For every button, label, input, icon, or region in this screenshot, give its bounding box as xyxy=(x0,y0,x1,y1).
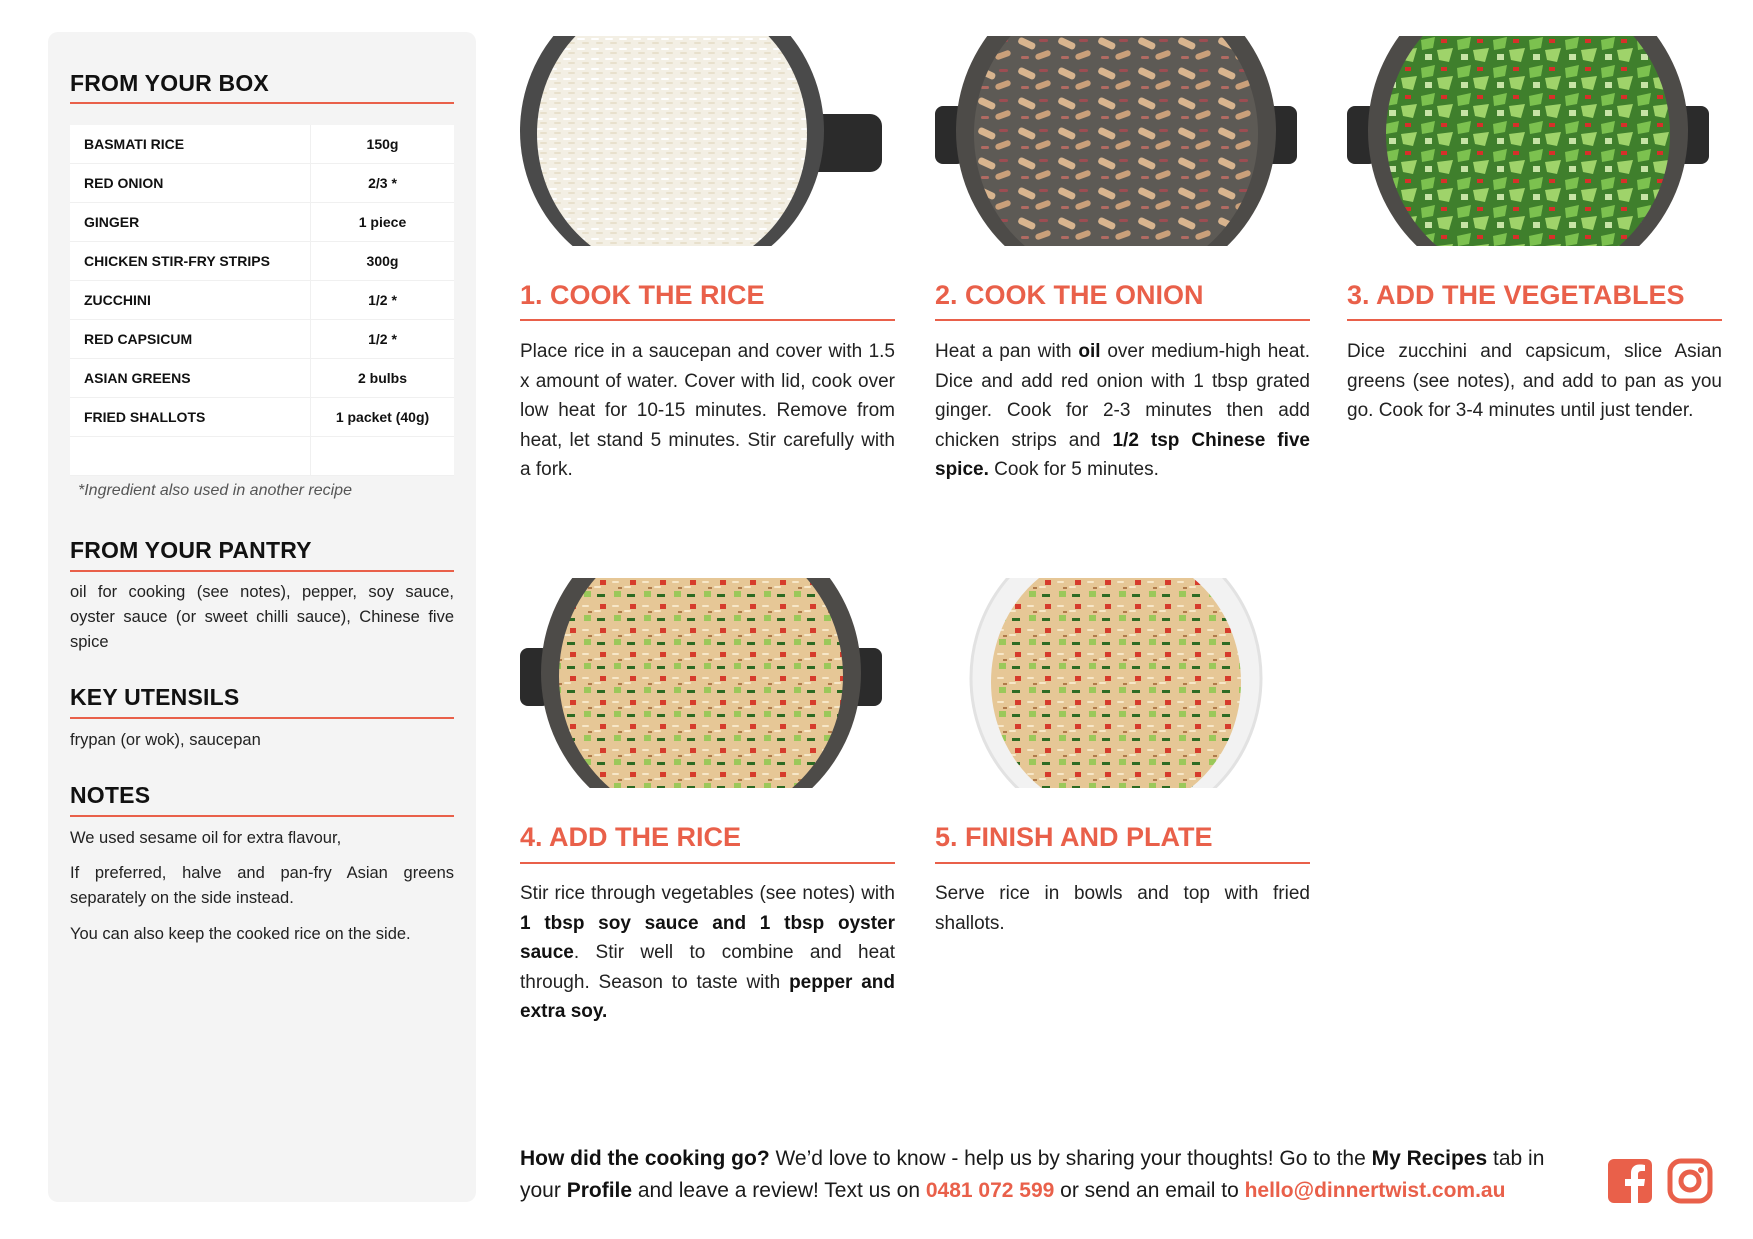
ingredient-name: ZUCCHINI xyxy=(70,281,311,320)
step-5-title: 5. FINISH AND PLATE xyxy=(935,822,1213,852)
feedback-text: or send an email to xyxy=(1054,1178,1245,1202)
step-1-photo xyxy=(520,36,882,246)
box-title-rule xyxy=(70,102,454,104)
my-recipes-label: My Recipes xyxy=(1371,1147,1488,1170)
ingredient-qty: 1/2 * xyxy=(311,281,455,320)
ingredient-name: FRIED SHALLOTS xyxy=(70,398,311,437)
ingredient-qty: 150g xyxy=(311,125,455,164)
pantry-title: FROM YOUR PANTRY xyxy=(70,537,312,563)
step-4-text-bold: pepper and extra soy. xyxy=(520,971,895,1022)
ingredient-name: GINGER xyxy=(70,203,311,242)
step-4-rule xyxy=(520,862,895,864)
ingredient-qty: 2 bulbs xyxy=(311,359,455,398)
note-3: You can also keep the cooked rice on the side. xyxy=(70,925,411,943)
step-4-text xyxy=(520,879,895,1027)
step-5-rule xyxy=(935,862,1310,864)
step-3-title: 3. ADD THE VEGETABLES xyxy=(1347,280,1685,310)
step-2-text-part: Cook for 5 minutes. xyxy=(988,459,1159,480)
pantry-title-rule xyxy=(70,570,454,572)
ingredient-qty: 1 packet (40g) xyxy=(311,398,455,437)
step-4-title: 4. ADD THE RICE xyxy=(520,822,742,852)
ingredient-row-empty xyxy=(70,437,454,476)
ingredient-name: RED ONION xyxy=(70,164,311,203)
phone-link[interactable]: 0481 072 599 xyxy=(925,1178,1055,1202)
ingredient-name: ASIAN GREENS xyxy=(70,359,311,398)
facebook-icon[interactable] xyxy=(1607,1158,1653,1204)
step-5-text: Serve rice in bowls and top with fried shallots. xyxy=(935,883,1310,934)
step-2-text-part: Heat a pan with xyxy=(935,341,1079,362)
ingredient-qty-empty xyxy=(311,437,455,476)
feedback-text: We’d love to know - help us by sharing your thoughts! Go to the xyxy=(769,1147,1372,1170)
ingredient-name: BASMATI RICE xyxy=(70,125,311,164)
step-2-rule xyxy=(935,319,1310,321)
utensils-title-rule xyxy=(70,717,454,719)
step-2-photo xyxy=(935,36,1297,246)
utensils-title: KEY UTENSILS xyxy=(70,684,240,710)
ingredient-qty: 1 piece xyxy=(311,203,455,242)
ingredient-qty: 300g xyxy=(311,242,455,281)
step-1-rule xyxy=(520,319,895,321)
notes-title: NOTES xyxy=(70,782,151,808)
utensils-text: frypan (or wok), saucepan xyxy=(70,731,261,749)
step-4-text-bold: 1 tbsp soy sauce and 1 tbsp oyster sauce xyxy=(520,912,895,963)
ingredient-name-empty xyxy=(70,437,311,476)
step-3-rule xyxy=(1347,319,1722,321)
feedback-message xyxy=(520,1143,1570,1206)
ingredients-sidebar xyxy=(48,32,476,1202)
note-2: If preferred, halve and pan-fry Asian greens separately on the side instead. xyxy=(70,864,454,907)
step-1-text: Place rice in a saucepan and cover with 1.5 x amount of water. Cover with lid, cook over low heat for 10-15 minutes. Remove from heat, let stand 5 minutes. Stir carefully with a fork. xyxy=(520,341,895,480)
step-3-text: Dice zucchini and capsicum, slice Asian greens (see notes), and add to pan as you go. Cook for 3-4 minutes until just tender. xyxy=(1347,341,1722,421)
step-4-photo xyxy=(520,578,882,788)
ingredient-name: CHICKEN STIR-FRY STRIPS xyxy=(70,242,311,281)
ingredient-row xyxy=(70,320,454,359)
box-title: FROM YOUR BOX xyxy=(70,70,269,96)
feedback-text: and leave a review! Text us on xyxy=(632,1178,926,1202)
step-2-text-part: over medium-high heat. Dice and add red onion with 1 tbsp grated ginger. Cook for 2-3 minutes then add chicken strips and xyxy=(935,341,1310,451)
step-1-title: 1. COOK THE RICE xyxy=(520,280,765,310)
profile-label: Profile xyxy=(566,1178,633,1202)
step-5-photo xyxy=(935,578,1297,788)
instagram-icon[interactable] xyxy=(1667,1158,1713,1204)
step-2-text-bold: 1/2 tsp Chinese five spice. xyxy=(935,429,1311,480)
feedback-question: How did the cooking go? xyxy=(520,1147,770,1170)
email-link[interactable]: hello@dinnertwist.com.au xyxy=(1244,1178,1506,1202)
ingredient-qty: 1/2 * xyxy=(311,320,455,359)
pantry-text: oil for cooking (see notes), pepper, soy sauce, oyster sauce (or sweet chilli sauce), Chinese five spice xyxy=(70,583,454,651)
ingredient-row xyxy=(70,359,454,398)
ingredient-row xyxy=(70,281,454,320)
feedback-text: tab in your xyxy=(520,1147,1545,1202)
step-4-text-part: . Stir well to combine and heat through. Season to taste with xyxy=(520,942,895,993)
step-2-title: 2. COOK THE ONION xyxy=(935,280,1204,310)
step-2-text-bold: oil xyxy=(1078,341,1101,362)
step-3-photo xyxy=(1347,36,1709,246)
step-2-text xyxy=(935,337,1310,485)
step-4-text-part: Stir rice through vegetables (see notes) with xyxy=(520,883,895,904)
ingredient-qty: 2/3 * xyxy=(311,164,455,203)
ingredient-row xyxy=(70,164,454,203)
ingredient-footnote: *Ingredient also used in another recipe xyxy=(78,482,352,499)
ingredient-name: RED CAPSICUM xyxy=(70,320,311,359)
ingredient-row xyxy=(70,398,454,437)
note-1: We used sesame oil for extra flavour, xyxy=(70,829,342,847)
ingredients-table xyxy=(70,125,454,476)
ingredient-row xyxy=(70,242,454,281)
notes-title-rule xyxy=(70,815,454,817)
ingredient-row xyxy=(70,203,454,242)
ingredient-row xyxy=(70,125,454,164)
